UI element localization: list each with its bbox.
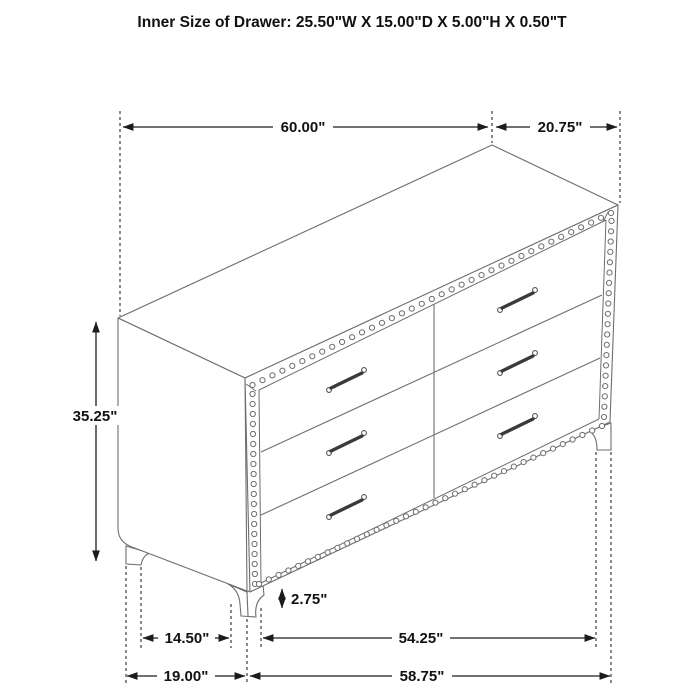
dimension-label-bottom-depth: 19.00" <box>163 668 209 685</box>
dimension-label-leg-height: 2.75" <box>291 591 328 608</box>
dimension-bottom-width <box>250 667 610 685</box>
dimension-label-top-depth: 20.75" <box>537 119 583 136</box>
dimension-label-top-width: 60.00" <box>280 119 326 136</box>
dimension-label-height: 35.25" <box>72 408 118 425</box>
dimension-top-width <box>123 118 488 136</box>
dimension-side-leg-gap <box>143 629 229 647</box>
dimension-leg-height <box>282 589 327 608</box>
dimension-label-front-leg-gap: 54.25" <box>398 630 444 647</box>
dimension-front-leg-gap <box>263 629 595 647</box>
dimension-height <box>67 322 123 561</box>
page-title: Inner Size of Drawer: 25.50"W X 15.00"D X 5.00"H X 0.50"T <box>137 14 567 31</box>
dimension-label-side-leg-gap: 14.50" <box>164 630 210 647</box>
dresser-illustration <box>118 145 618 617</box>
dimension-top-depth <box>496 118 617 136</box>
dimension-bottom-depth <box>127 667 245 685</box>
dimension-label-bottom-width: 58.75" <box>399 668 445 685</box>
